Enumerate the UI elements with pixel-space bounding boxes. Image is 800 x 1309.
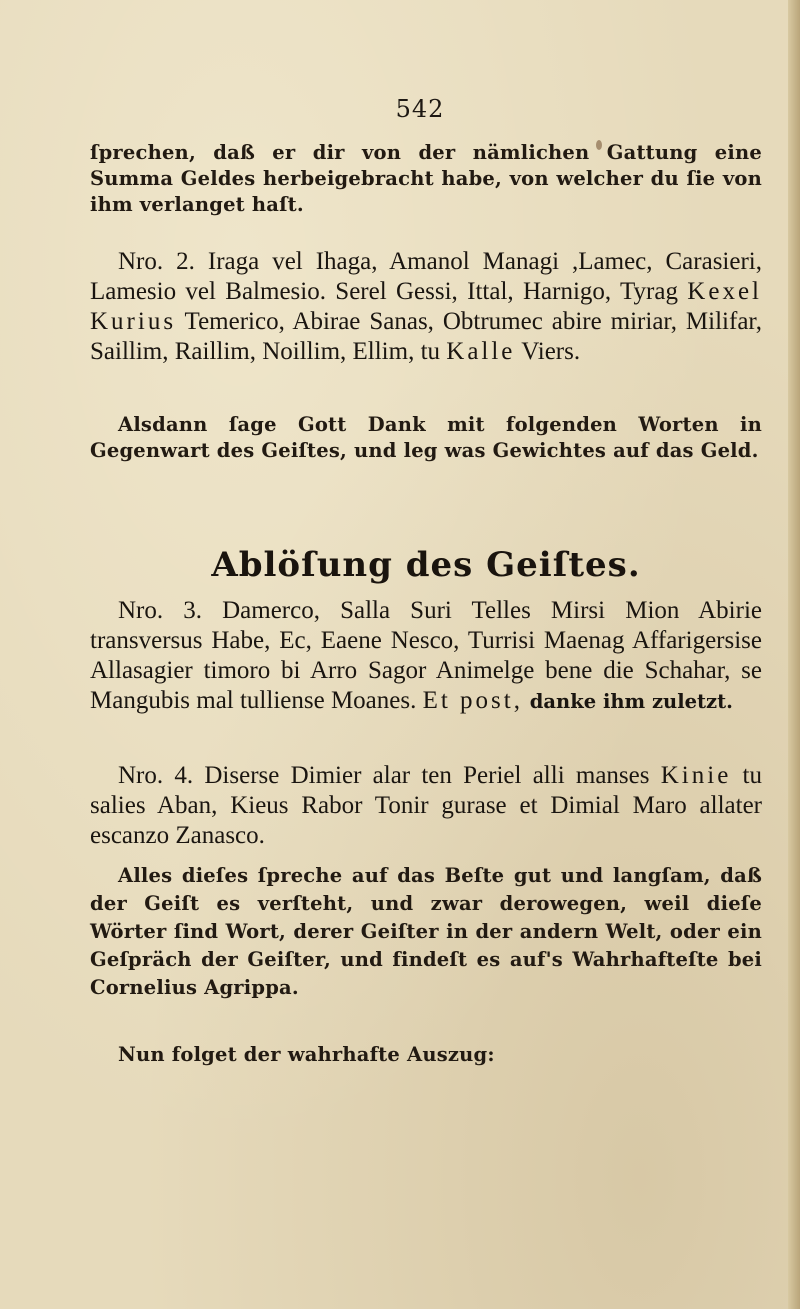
nro-2-spaced-a: Kexel Kurius <box>90 278 762 335</box>
nro-3-fraktur: danke ihm zuletzt. <box>523 690 733 713</box>
paragraph-instruction: Alsdann ſage Gott Dank mit folgenden Worten in Gegenwart des Geiſtes, und leg was Gewichtes auf das Geld. <box>90 413 762 462</box>
paragraph-explanation: Alles dieſes ſpreche auf das Beſte gut und langſam, daß der Geiſt es verſteht, und zwar derowegen, weil dieſe Wörter ſind Wort, derer Geiſter in der andern Welt, oder ein Geſpräch der Geiſter, und findeſt es auf's Wahrhafteſte bei Cornelius Agrippa. <box>90 864 762 999</box>
paragraph-nro-2 <box>90 247 762 367</box>
paragraph-nro-4 <box>90 761 762 851</box>
page-number: 542 <box>395 95 445 123</box>
nro-3-text: Nro. 3. Damerco, Salla Suri Telles Mirsi Mion Abirie transversus Habe, Ec, Eaene Nesco, Turrisi Maenag Affarigersise Allasagier timoro bi Arro Sagor Animelge bene die Schahar, se Mangubis mal tulliense Moanes. <box>90 597 762 714</box>
page-edge <box>788 0 800 1309</box>
nro-2-text-a: Nro. 2. Iraga vel Ihaga, Amanol Managi ,Lamec, Carasieri, Lamesio vel Balmesio. Serel Gessi, Ittal, Harnigo, Tyrag <box>90 248 762 305</box>
nro-4-text-a: Nro. 4. Diserse Dimier alar ten Periel alli manses <box>118 762 661 789</box>
paragraph-nro-3 <box>90 596 762 717</box>
nro-4-spaced: Kinie <box>660 762 732 789</box>
nro-2-spaced-b: Kalle <box>446 338 516 365</box>
section-heading: Ablöſung des Geiſtes. <box>211 545 641 585</box>
nro-2-text-c: Viers. <box>515 338 581 365</box>
nro-4-text-b: tu salies Aban, Kieus Rabor Tonir gurase et Dimial Maro allater escanzo Zanasco. <box>90 762 762 849</box>
nro-3-spaced: Et post, <box>422 687 523 714</box>
paragraph-closing: Nun folget der wahrhafte Auszug: <box>118 1043 495 1066</box>
nro-2-text-b: Temerico, Abirae Sanas, Obtrumec abire miriar, Milifar, Saillim, Raillim, Noillim, Ellim, tu <box>90 308 762 365</box>
paragraph-continuation: ſprechen, daß er dir von der nämlichen Gattung eine Summa Geldes herbeigebracht habe, von welcher du ſie von ihm verlanget haſt. <box>90 141 762 216</box>
